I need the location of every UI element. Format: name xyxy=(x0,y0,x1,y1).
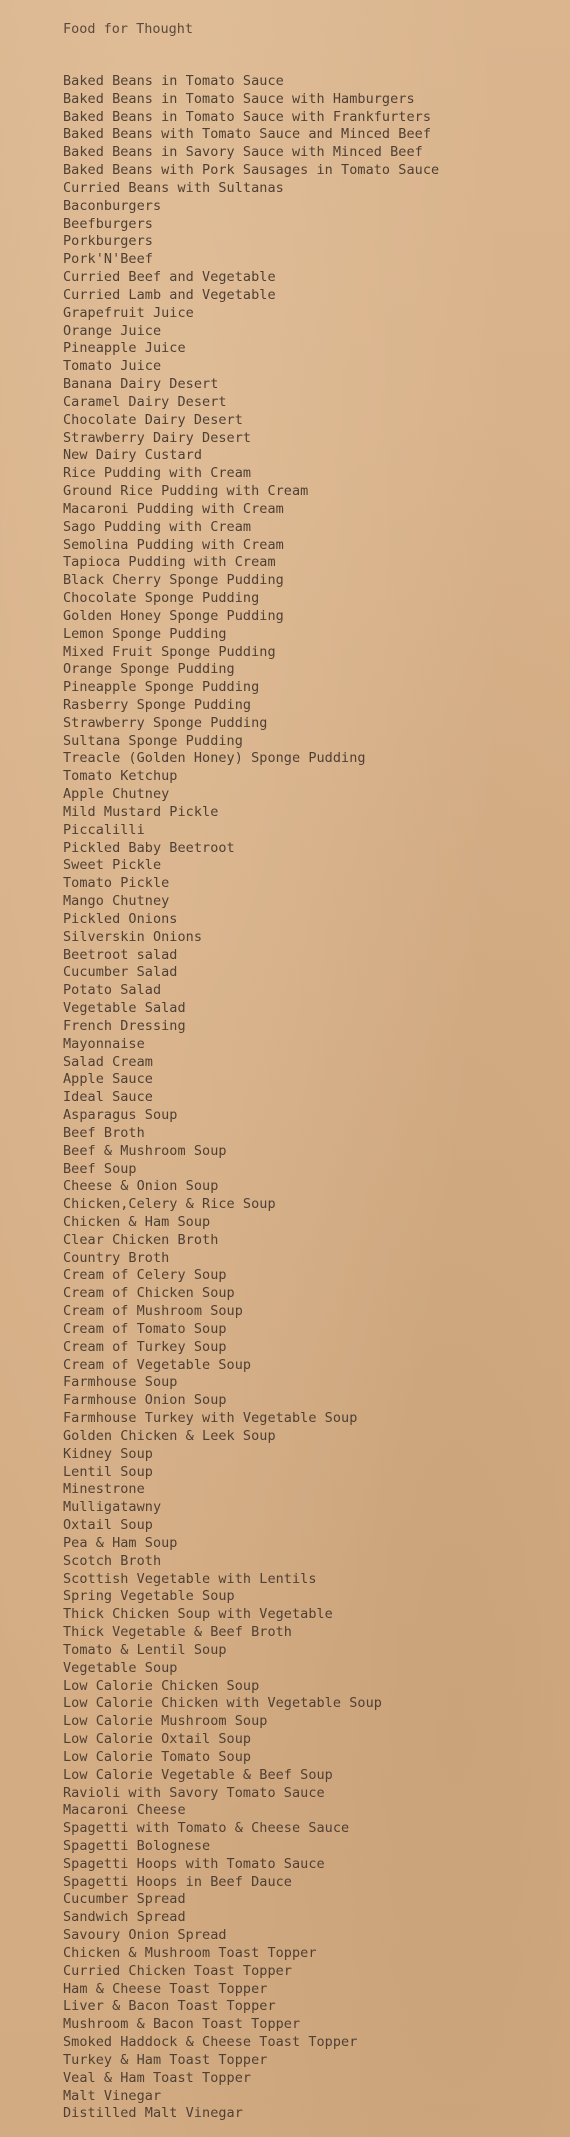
list-item: Curried Lamb and Vegetable xyxy=(63,286,276,303)
list-item: Tomato Juice xyxy=(63,358,162,375)
list-item: Beef Broth xyxy=(63,1124,145,1141)
list-item: Thick Vegetable & Beef Broth xyxy=(63,1624,292,1641)
list-item: Cream of Celery Soup xyxy=(63,1267,227,1284)
list-item: Baked Beans in Savory Sauce with Minced Beef xyxy=(63,144,423,161)
list-item: Chicken & Ham Soup xyxy=(63,1214,211,1230)
list-item: Spagetti Hoops in Beef Dauce xyxy=(63,1873,292,1890)
list-item: Low Calorie Tomato Soup xyxy=(63,1748,252,1765)
list-item: Beetroot salad xyxy=(63,946,178,963)
list-item: Mixed Fruit Sponge Pudding xyxy=(63,643,276,660)
list-item: Oxtail Soup xyxy=(63,1517,153,1534)
list-item: Macaroni Cheese xyxy=(63,1802,186,1819)
list-item: Banana Dairy Desert xyxy=(63,376,219,393)
list-item: Cheese & Onion Soup xyxy=(63,1178,219,1195)
list-item: Rice Pudding with Cream xyxy=(63,465,252,482)
list-item: Black Cherry Sponge Pudding xyxy=(63,572,284,589)
list-item: Farmhouse Onion Soup xyxy=(63,1392,227,1409)
list-item: Pork'N'Beef xyxy=(63,251,153,268)
list-item: Caramel Dairy Desert xyxy=(63,393,227,410)
list-item: Orange Sponge Pudding xyxy=(63,661,235,678)
list-item: Farmhouse Soup xyxy=(63,1374,178,1391)
list-item: Ground Rice Pudding with Cream xyxy=(63,483,309,500)
page-title: Food for Thought xyxy=(63,21,194,37)
list-item: Ham & Cheese Toast Topper xyxy=(63,1980,268,1997)
list-item: Apple Chutney xyxy=(63,786,170,803)
list-item: Liver & Bacon Toast Topper xyxy=(63,1998,276,2015)
list-item: Mango Chutney xyxy=(63,893,170,910)
list-item: Semolina Pudding with Cream xyxy=(63,536,284,553)
list-item: Smoked Haddock & Cheese Toast Topper xyxy=(63,2034,358,2051)
list-item: Lemon Sponge Pudding xyxy=(63,625,227,642)
list-item: Vegetable Salad xyxy=(63,1000,186,1017)
food-list xyxy=(63,73,439,2123)
list-item: Malt Vinegar xyxy=(63,2087,162,2104)
list-item: Spagetti Bolognese xyxy=(63,1837,211,1854)
list-item: Beef Soup xyxy=(63,1160,137,1177)
list-item: Baked Beans with Tomato Sauce and Minced Beef xyxy=(63,126,431,143)
list-item: Tomato & Lentil Soup xyxy=(63,1641,227,1658)
list-item: Baked Beans in Tomato Sauce with Hamburgers xyxy=(63,90,415,107)
list-item: Rasberry Sponge Pudding xyxy=(63,696,252,713)
list-item: Chicken,Celery & Rice Soup xyxy=(63,1196,276,1213)
list-item: Pickled Baby Beetroot xyxy=(63,839,235,856)
list-item: Pineapple Sponge Pudding xyxy=(63,679,260,696)
list-item: Spagetti Hoops with Tomato Sauce xyxy=(63,1855,325,1872)
list-item: Chicken & Mushroom Toast Topper xyxy=(63,1944,317,1961)
list-item: Asparagus Soup xyxy=(63,1107,178,1124)
list-item: Grapefruit Juice xyxy=(63,304,194,321)
list-item: Cream of Vegetable Soup xyxy=(63,1356,252,1373)
list-item: Sweet Pickle xyxy=(63,857,162,874)
list-item: Savoury Onion Spread xyxy=(63,1927,227,1944)
list-item: Curried Chicken Toast Topper xyxy=(63,1962,292,1979)
list-item: Minestrone xyxy=(63,1481,145,1498)
list-item: Pineapple Juice xyxy=(63,340,186,357)
list-item: Curried Beef and Vegetable xyxy=(63,269,276,286)
list-item: Turkey & Ham Toast Topper xyxy=(63,2051,268,2068)
list-item: Orange Juice xyxy=(63,322,162,339)
list-item: Curried Beans with Sultanas xyxy=(63,179,284,196)
list-item: Porkburgers xyxy=(63,233,153,250)
list-item: Tapioca Pudding with Cream xyxy=(63,554,276,571)
list-item: Tomato Ketchup xyxy=(63,768,178,785)
list-item: Mild Mustard Pickle xyxy=(63,803,219,820)
list-item: Baconburgers xyxy=(63,197,162,214)
list-item: Mayonnaise xyxy=(63,1035,145,1052)
list-item: Apple Sauce xyxy=(63,1071,153,1088)
list-item: Thick Chicken Soup with Vegetable xyxy=(63,1606,333,1623)
list-item: Distilled Malt Vinegar xyxy=(63,2105,243,2122)
list-item: Silverskin Onions xyxy=(63,928,203,945)
list-item: Macaroni Pudding with Cream xyxy=(63,500,284,517)
list-item: Farmhouse Turkey with Vegetable Soup xyxy=(63,1410,358,1427)
list-item: Pea & Ham Soup xyxy=(63,1534,178,1551)
list-item: Mulligatawny xyxy=(63,1499,162,1516)
list-item: Cream of Turkey Soup xyxy=(63,1338,227,1355)
list-item: Chocolate Dairy Desert xyxy=(63,411,243,428)
list-item: Vegetable Soup xyxy=(63,1659,178,1676)
list-item: Clear Chicken Broth xyxy=(63,1231,219,1248)
list-item: Low Calorie Vegetable & Beef Soup xyxy=(63,1766,333,1783)
list-item: Sandwich Spread xyxy=(63,1909,186,1926)
list-item: Baked Beans in Tomato Sauce xyxy=(63,73,284,89)
list-item: French Dressing xyxy=(63,1017,186,1034)
list-item: Low Calorie Chicken Soup xyxy=(63,1677,260,1694)
list-item: Golden Honey Sponge Pudding xyxy=(63,607,284,624)
list-item: Salad Cream xyxy=(63,1053,153,1070)
list-item: Low Calorie Oxtail Soup xyxy=(63,1731,252,1748)
list-item: Pickled Onions xyxy=(63,910,178,927)
list-item: Ravioli with Savory Tomato Sauce xyxy=(63,1784,325,1801)
list-item: Cream of Mushroom Soup xyxy=(63,1303,243,1320)
list-item: Piccalilli xyxy=(63,821,145,838)
list-item: Sultana Sponge Pudding xyxy=(63,732,243,749)
list-item: Baked Beans with Pork Sausages in Tomato Sauce xyxy=(63,162,440,179)
list-item: Sago Pudding with Cream xyxy=(63,518,252,535)
list-item: Beef & Mushroom Soup xyxy=(63,1142,227,1159)
list-item: Spagetti with Tomato & Cheese Sauce xyxy=(63,1820,350,1837)
list-item: Ideal Sauce xyxy=(63,1089,153,1106)
list-item: Strawberry Sponge Pudding xyxy=(63,714,268,731)
list-item: Veal & Ham Toast Topper xyxy=(63,2069,252,2086)
list-item: Chocolate Sponge Pudding xyxy=(63,590,260,607)
list-item: Potato Salad xyxy=(63,982,162,999)
list-item: Tomato Pickle xyxy=(63,875,170,892)
list-item: Strawberry Dairy Desert xyxy=(63,429,252,446)
list-item: Low Calorie Chicken with Vegetable Soup xyxy=(63,1695,382,1712)
list-item: Lentil Soup xyxy=(63,1463,153,1480)
list-item: New Dairy Custard xyxy=(63,447,203,464)
list-item: Low Calorie Mushroom Soup xyxy=(63,1713,268,1730)
list-item: Kidney Soup xyxy=(63,1445,153,1462)
list-item: Spring Vegetable Soup xyxy=(63,1588,235,1605)
list-item: Cucumber Spread xyxy=(63,1891,186,1908)
list-item: Baked Beans in Tomato Sauce with Frankfurters xyxy=(63,108,431,125)
list-item: Mushroom & Bacon Toast Topper xyxy=(63,2016,301,2033)
list-item: Golden Chicken & Leek Soup xyxy=(63,1427,276,1444)
list-item: Scotch Broth xyxy=(63,1552,162,1569)
list-item: Scottish Vegetable with Lentils xyxy=(63,1570,317,1587)
list-item: Cucumber Salad xyxy=(63,964,178,981)
list-item: Cream of Tomato Soup xyxy=(63,1320,227,1337)
list-item: Treacle (Golden Honey) Sponge Pudding xyxy=(63,750,366,767)
list-item: Country Broth xyxy=(63,1249,170,1266)
list-item: Beefburgers xyxy=(63,215,153,232)
list-item: Cream of Chicken Soup xyxy=(63,1285,235,1302)
